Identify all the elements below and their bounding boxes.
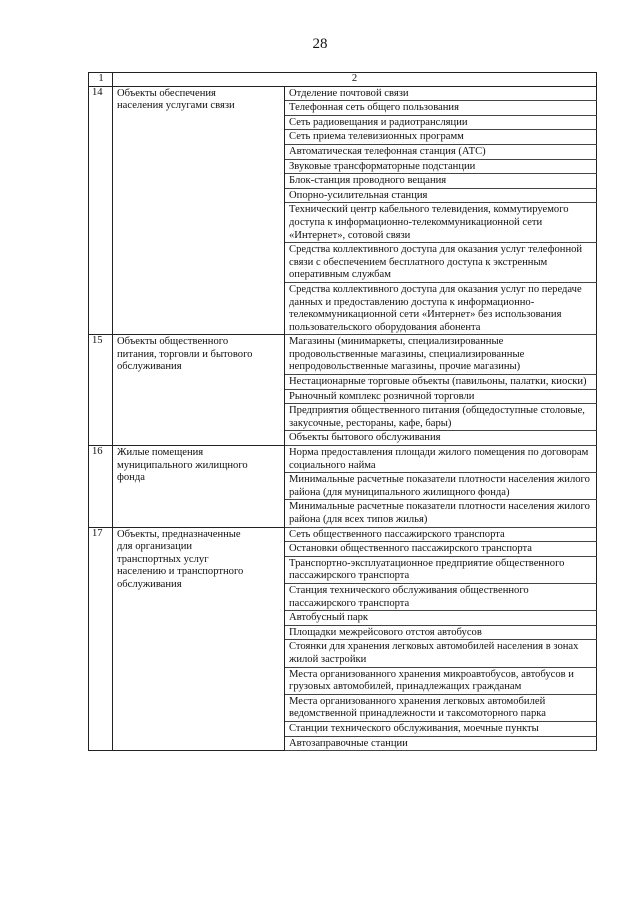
header-col1: 1 [89, 73, 113, 87]
object-item: Сеть радиовещания и радиотрансляции [285, 115, 597, 130]
object-item: Объекты бытового обслуживания [285, 431, 597, 446]
object-item: Нестационарные торговые объекты (павильоны, палатки, киоски) [285, 375, 597, 390]
object-item: Площадки межрейсового отстоя автобусов [285, 625, 597, 640]
object-item: Автозаправочные станции [285, 736, 597, 751]
table-row [89, 527, 597, 542]
object-item: Транспортно-эксплуатационное предприятие общественного пассажирского транспорта [285, 556, 597, 583]
category-name: Жилые помещения муниципального жилищного фонда [113, 446, 285, 528]
object-item: Звуковые трансформаторные подстанции [285, 159, 597, 174]
row-number: 17 [89, 527, 113, 751]
table-header-row [89, 73, 597, 87]
table-row [89, 446, 597, 473]
object-item: Места организованного хранения легковых автомобилей ведомственной принадлежности и таксомоторного парка [285, 694, 597, 721]
object-item: Норма предоставления площади жилого помещения по договорам социального найма [285, 446, 597, 473]
object-item: Предприятия общественного питания (общедоступные столовые, закусочные, рестораны, кафе, бары) [285, 404, 597, 431]
object-item: Минимальные расчетные показатели плотности населения жилого района (для муниципального жилищного фонда) [285, 473, 597, 500]
category-name: Объекты общественного питания, торговли и бытового обслуживания [113, 335, 285, 446]
table-row [89, 335, 597, 375]
page-number: 28 [312, 36, 328, 52]
norms-table [88, 72, 597, 751]
object-item: Станции технического обслуживания, моечные пункты [285, 721, 597, 736]
row-number: 15 [89, 335, 113, 446]
object-item: Рыночный комплекс розничной торговли [285, 389, 597, 404]
row-number: 14 [89, 86, 113, 335]
object-item: Средства коллективного доступа для оказания услуг телефонной связи с обеспечением бесплатного доступа к экстренным оперативным службам [285, 243, 597, 283]
table-row [89, 86, 597, 101]
object-item: Средства коллективного доступа для оказания услуг по передаче данных и предоставлению доступа к информационно-телекоммуникационной сети «Интернет» без использования пользовательского оборудования абонента [285, 282, 597, 334]
object-item: Магазины (минимаркеты, специализированные продовольственные магазины, специализированные непродовольственные магазины, прочие магазины) [285, 335, 597, 375]
object-item: Технический центр кабельного телевидения, коммутируемого доступа к информационно-телекоммуникационной сети «Интернет», сотовой связи [285, 203, 597, 243]
object-item: Стоянки для хранения легковых автомобилей населения в зонах жилой застройки [285, 640, 597, 667]
object-item: Опорно-усилительная станция [285, 188, 597, 203]
object-item: Автоматическая телефонная станция (АТС) [285, 144, 597, 159]
header-col2: 2 [113, 73, 597, 87]
object-item: Остановки общественного пассажирского транспорта [285, 542, 597, 557]
object-item: Автобусный парк [285, 611, 597, 626]
category-name: Объекты обеспечения населения услугами связи [113, 86, 285, 335]
object-item: Минимальные расчетные показатели плотности населения жилого района (для всех типов жилья) [285, 500, 597, 527]
row-number: 16 [89, 446, 113, 528]
object-item: Отделение почтовой связи [285, 86, 597, 101]
object-item: Станция технического обслуживания общественного пассажирского транспорта [285, 583, 597, 610]
object-item: Сеть приема телевизионных программ [285, 130, 597, 145]
object-item: Места организованного хранения микроавтобусов, автобусов и грузовых автомобилей, принадлежащих гражданам [285, 667, 597, 694]
category-name: Объекты, предназначенные для организации транспортных услуг населению и транспортного обслуживания [113, 527, 285, 751]
object-item: Телефонная сеть общего пользования [285, 101, 597, 116]
object-item: Сеть общественного пассажирского транспорта [285, 527, 597, 542]
object-item: Блок-станция проводного вещания [285, 174, 597, 189]
